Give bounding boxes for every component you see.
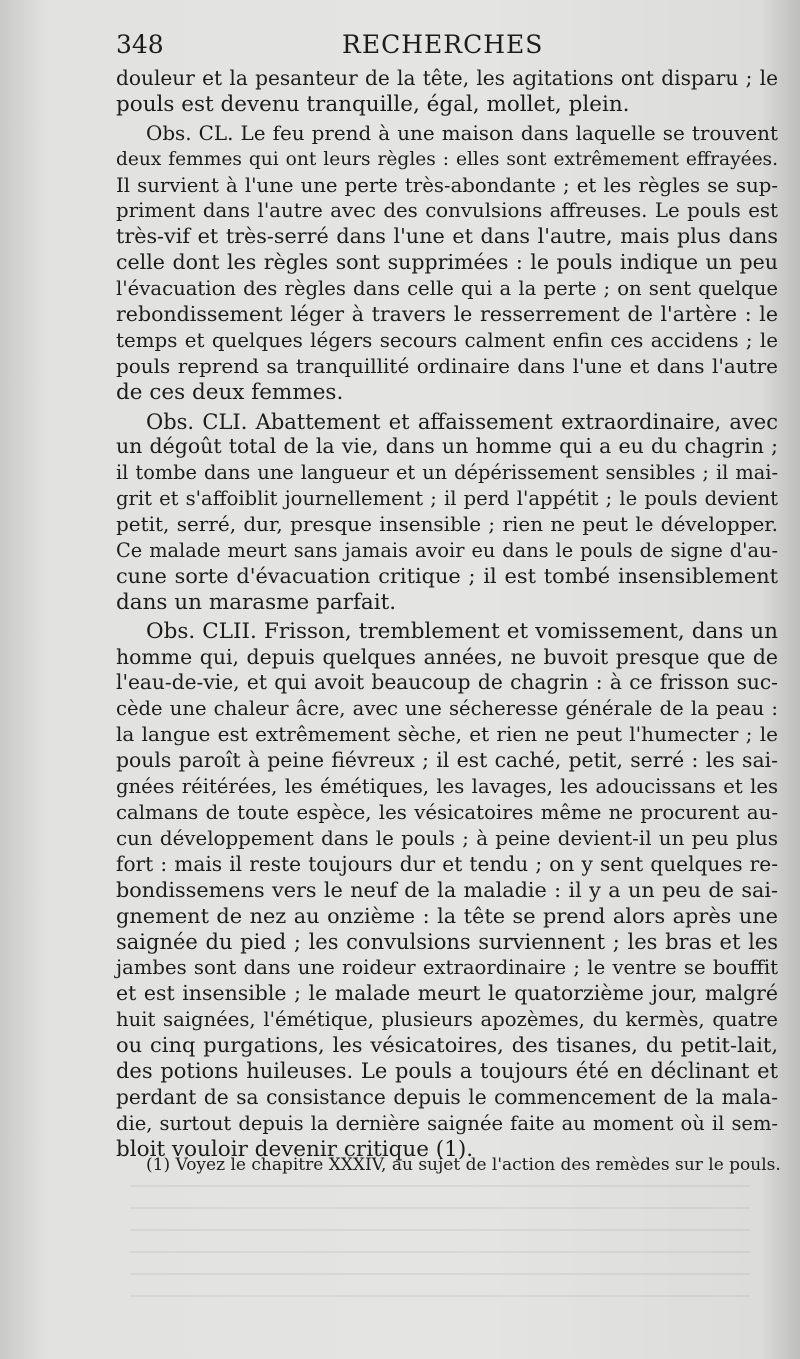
text-line: cun développement dans le pouls ; à peine devient-il un peu plus [116, 826, 778, 850]
text-line: jambes sont dans une roideur extraordinaire ; le ventre se bouffit [116, 956, 778, 980]
observation-heading-line: Obs. CLII. Frisson, tremblement et vomissement, dans un [146, 618, 778, 644]
text-line: la langue est extrêmement sèche, et rien ne peut l'humecter ; le [116, 722, 778, 747]
text-line: saignée du pied ; les convulsions surviennent ; les bras et les [116, 929, 778, 955]
footnote: (1) Voyez le chapitre XXXIV, au sujet de l'action des remèdes sur le pouls. [146, 1155, 781, 1175]
text-line: douleur et la pesanteur de la tête, les agitations ont disparu ; le [116, 66, 778, 90]
text-line: deux femmes qui ont leurs règles : elles sont extrêmement effrayées. [116, 148, 778, 170]
text-line: pouls paroît à peine fiévreux ; il est caché, petit, serré : les sai- [116, 748, 778, 773]
running-head: RECHERCHES [342, 30, 544, 59]
page-header [116, 30, 676, 64]
text-line: perdant de sa consistance depuis le commencement de la mala- [116, 1084, 778, 1109]
text-line: bondissemens vers le neuf de la maladie : il y a un peu de sai- [116, 877, 778, 902]
text-line: un dégoût total de la vie, dans un homme qui a eu du chagrin ; [116, 434, 778, 459]
text-line: petit, serré, dur, presque insensible ; rien ne peut le développer. [116, 512, 778, 537]
text-line: de ces deux femmes. [116, 379, 344, 405]
text-line: priment dans l'autre avec des convulsions affreuses. Le pouls est [116, 199, 778, 223]
text-line: Il survient à l'une une perte très-abondante ; et les règles se sup- [116, 173, 778, 197]
text-line: pouls est devenu tranquille, égal, mollet, plein. [116, 91, 630, 117]
text-line: il tombe dans une langueur et un dépérissement sensibles ; il mai- [116, 461, 778, 485]
text-line: et est insensible ; le malade meurt le quatorzième jour, malgré [116, 981, 778, 1006]
text-line: cune sorte d'évacuation critique ; il est tombé insensiblement [116, 563, 778, 588]
text-line: fort : mais il reste toujours dur et tendu ; on y sent quelques re- [116, 851, 778, 876]
body-text [116, 66, 778, 1162]
text-line: Ce malade meurt sans jamais avoir eu dans le pouls de signe d'au- [116, 539, 778, 563]
text-line: des potions huileuses. Le pouls a toujours été en déclinant et [116, 1058, 778, 1083]
text-line: l'évacuation des règles dans celle qui a la perte ; on sent quelque [116, 277, 778, 301]
text-line: cède une chaleur âcre, avec une sécheresse générale de la peau : [116, 697, 778, 721]
text-line: homme qui, depuis quelques années, ne buvoit presque que de [116, 644, 778, 669]
show-through-shadow [130, 1185, 750, 1305]
text-line: ou cinq purgations, les vésicatoires, des tisanes, du petit-lait, [116, 1032, 778, 1057]
text-line: celle dont les règles sont supprimées : le pouls indique un peu [116, 250, 778, 275]
observation-heading-line: Obs. CL. Le feu prend à une maison dans laquelle se trouvent [146, 121, 778, 145]
page-number: 348 [116, 30, 164, 59]
text-line: temps et quelques légers secours calment enfin ces accidens ; le [116, 328, 778, 352]
text-line: gnement de nez au onzième : la tête se prend alors après une [116, 903, 778, 928]
text-line: huit saignées, l'émétique, plusieurs apozèmes, du kermès, quatre [116, 1008, 778, 1032]
text-line: pouls reprend sa tranquillité ordinaire dans l'une et dans l'autre [116, 353, 778, 378]
text-line: bloit vouloir devenir critique (1). [116, 1136, 474, 1162]
text-line: gnées réitérées, les émétiques, les lavages, les adoucissans et les [116, 775, 778, 799]
observation-heading-line: Obs. CLI. Abattement et affaissement extraordinaire, avec [146, 408, 778, 434]
text-line: dans un marasme parfait. [116, 589, 397, 615]
text-line: l'eau-de-vie, et qui avoit beaucoup de chagrin : à ce frisson suc- [116, 670, 778, 695]
text-line: très-vif et très-serré dans l'une et dans l'autre, mais plus dans [116, 224, 778, 249]
text-line: calmans de toute espèce, les vésicatoires même ne procurent au- [116, 800, 778, 824]
text-line: rebondissement léger à travers le resserrement de l'artère : le [116, 302, 778, 327]
text-line: die, surtout depuis la dernière saignée faite au moment où il sem- [116, 1111, 778, 1135]
text-line: grit et s'affoiblit journellement ; il perd l'appétit ; le pouls devient [116, 487, 778, 511]
